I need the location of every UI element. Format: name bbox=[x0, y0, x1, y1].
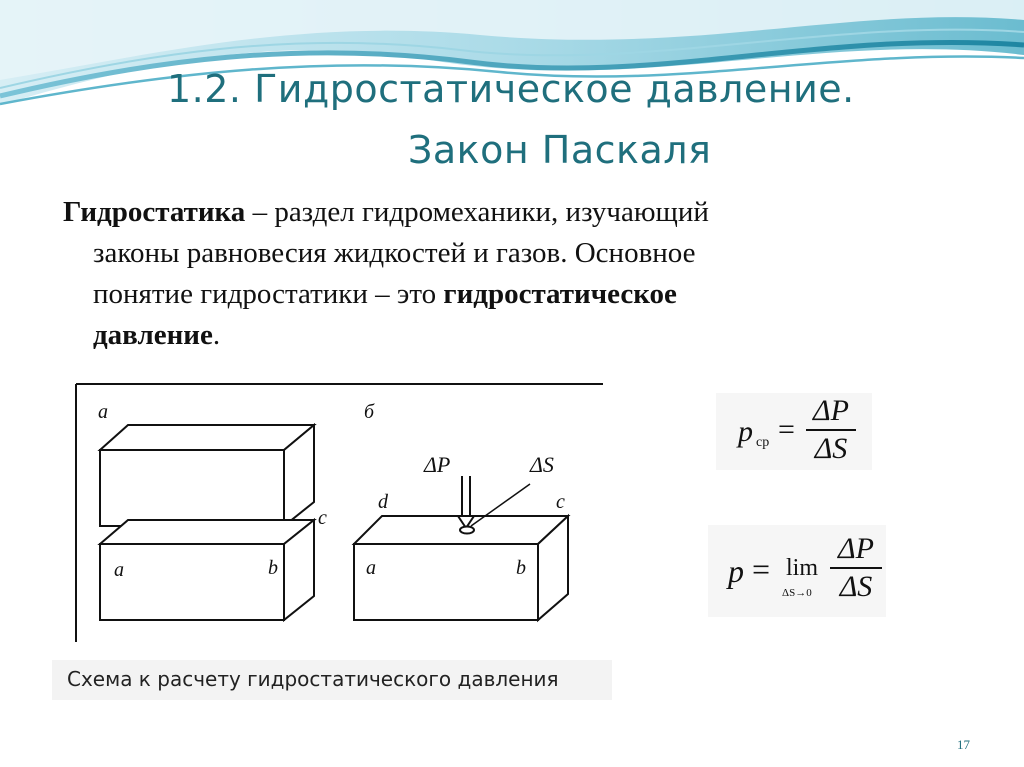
label-a-right: a bbox=[366, 557, 376, 579]
term-pressure: давление bbox=[93, 319, 213, 351]
formula-2-lim-subscript: ΔS→0 bbox=[782, 587, 812, 599]
top-block-left bbox=[100, 425, 314, 526]
figure-caption: Схема к расчету гидростатического давления bbox=[67, 667, 559, 691]
slide-title-line-1: 1.2. Гидростатическое давление. bbox=[167, 67, 855, 111]
bottom-block-left bbox=[100, 520, 314, 620]
label-b-right: b bbox=[516, 557, 526, 579]
term-hydrostatic: гидростатическое bbox=[443, 278, 677, 310]
figure-caption-box bbox=[52, 660, 612, 700]
label-a-left: a bbox=[114, 559, 124, 581]
label-d-right: d bbox=[378, 491, 388, 513]
formula-1-fraction bbox=[806, 395, 856, 465]
body-paragraph bbox=[63, 192, 963, 356]
body-line-1-rest: – раздел гидромеханики, изучающий bbox=[245, 196, 709, 228]
formula-1-subscript: ср bbox=[756, 435, 770, 450]
term-hydrostatics: Гидростатика bbox=[63, 196, 246, 228]
formula-2-fraction bbox=[830, 533, 882, 603]
body-line-3 bbox=[63, 274, 963, 315]
formula-2-lhs: p bbox=[728, 553, 744, 589]
formula-1-lhs: p bbox=[738, 415, 753, 448]
force-arrow bbox=[458, 476, 474, 528]
formula-2-fraction-bar bbox=[830, 567, 882, 569]
formula-2-numerator: ΔP bbox=[838, 532, 874, 565]
formula-1-fraction-bar bbox=[806, 429, 856, 431]
formula-1-denominator: ΔS bbox=[814, 432, 848, 465]
body-line-3-start: понятие гидростатики – это bbox=[93, 278, 444, 310]
label-delta-p: ΔP bbox=[424, 452, 451, 477]
formula-point-pressure bbox=[708, 525, 886, 617]
formula-2-denominator: ΔS bbox=[839, 570, 873, 603]
body-line-4 bbox=[63, 315, 963, 356]
formula-2-lim: lim bbox=[786, 555, 819, 581]
formula-2-equals: = bbox=[752, 551, 771, 587]
label-b-left: b bbox=[268, 557, 278, 579]
slide-number: 17 bbox=[957, 737, 970, 752]
formula-average-pressure bbox=[716, 393, 872, 470]
formula-1-equals: = bbox=[778, 413, 795, 446]
pressure-scheme-diagram bbox=[58, 380, 606, 645]
body-line-1 bbox=[63, 192, 963, 233]
formula-1-numerator: ΔP bbox=[813, 394, 849, 427]
label-c-left: c bbox=[318, 507, 327, 529]
label-c-right: c bbox=[556, 491, 565, 513]
body-line-2: законы равновесия жидкостей и газов. Основное bbox=[93, 237, 696, 269]
label-delta-s: ΔS bbox=[530, 452, 554, 477]
area-ellipse bbox=[460, 527, 474, 534]
label-b-top: б bbox=[364, 401, 375, 423]
label-a-top: а bbox=[98, 401, 108, 423]
body-line-4-end: . bbox=[212, 319, 221, 351]
slide-title-line-2: Закон Паскаля bbox=[408, 128, 712, 172]
